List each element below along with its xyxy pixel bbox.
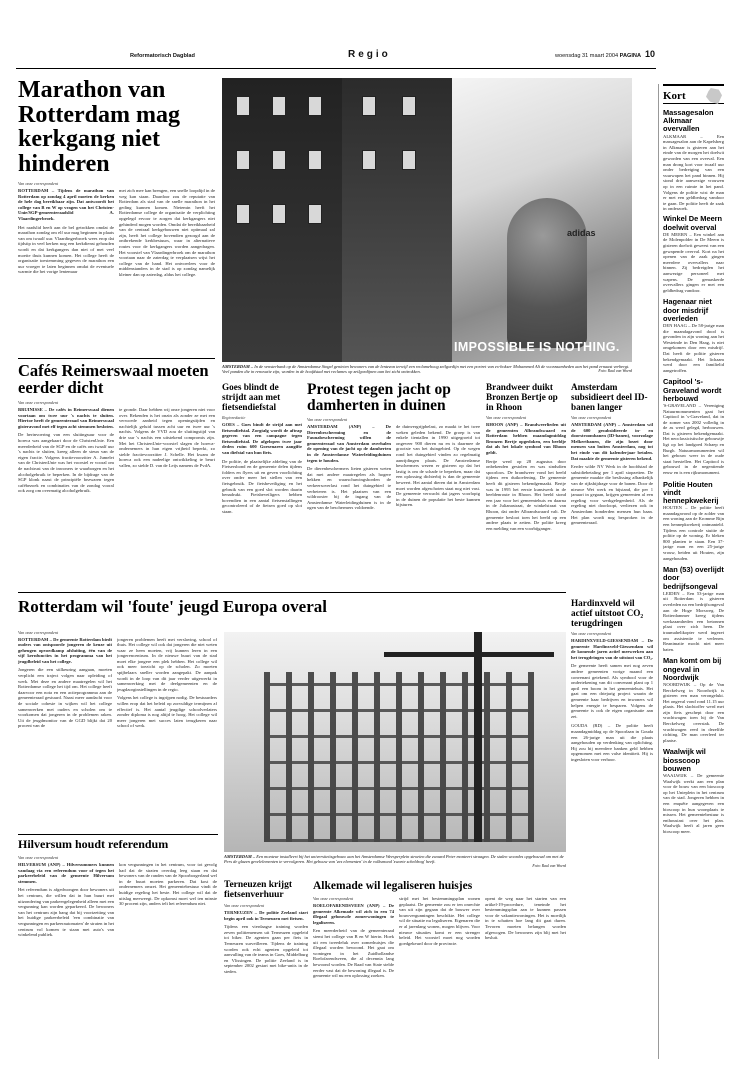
paper-name: Reformatorisch Dagblad — [130, 53, 195, 59]
alkemade-article — [313, 880, 566, 979]
kort-item-headline: Man komt om bij ongeval in Noordwijk — [663, 656, 722, 682]
alkemade-body-2: strijd met het bestemmingsplan wonen geplaatst. De gemeente zou er ten onrechte van uit zijn gegaan dat de bouwer over bouwvergunningen beschikte. Het college wil de situatie nu legaliseren. Eigenaren die er al jarenlang wonen, mogen blijven. Voor nieuwe situaties komt er een strenger beleid. Het voorstel moet nog worden goedgekeurd door de provincie. — [399, 896, 480, 946]
masthead — [130, 44, 655, 66]
header-date: woensdag 31 maart 2004 PAGINA — [554, 53, 641, 59]
protest-headline: Protest tegen jacht op damherten in duinen — [307, 381, 451, 414]
mid-divider — [18, 592, 566, 593]
protest-credit: Van onze correspondent — [307, 417, 348, 422]
protest-body-2: de duinvergrijpbelast, zo maakt te het twee weken geleden bekend. De groep is van enkele tientallen in 1990 uitgegroeid tot ongeveer 900 dieren nu en is daarmee de grootste van het duingebied. Op de wegen rond het duingebied vinden zo regelmatig aanrijdingen plaats. De Amsterdamse beschermers wezen er gisteren op dat het lastig is om de schade te beperken, maar dat een oplossing dichterbij is dan de gemeente beweert. Het aantal dieren dat in Amsterdam moet worden afgeschoten staat nog niet vast. De gemeente verwacht dat jagers voorlopig in de duinen de populatie het beste kunnen bijsturen. — [396, 424, 480, 508]
hardinxveld-intro: HARDINXVELD-GIESSENDAM – De gemeente Hardinxveld-Giessendam wil de komende jaren actief meewerken aan het terugdringen van de uitstoot van CO₂. — [571, 638, 653, 660]
terneuzen-headline: Terneuzen krijgt fietsenverhuur — [224, 880, 292, 900]
amsterdam-credit: Van onze correspondent — [571, 415, 612, 420]
steel-frame — [264, 672, 534, 842]
amsterdam-headline: Amsterdam subsidieert deel ID-banen langer — [571, 382, 648, 412]
crane-arm — [384, 652, 554, 657]
building-center — [342, 78, 452, 362]
hardinxveld-article — [571, 598, 653, 762]
boxer-figure — [507, 198, 587, 348]
kort-list — [663, 109, 724, 835]
kort-item-text: DEN HAAG – De 58-jarige man die maandagavond dood is gevonden in zijn woning aan het Westeinde in Den Haag, is niet omgekomen door een misdrijf. Dat heeft de politie gisteren bekendgemaakt. Het lichaam werd door een familielid aangetroffen. — [663, 322, 724, 373]
lead-headline: Marathon van Rotterdam mag kerkgang niet hinderen — [18, 77, 180, 177]
alkemade-body-1: Een meerderheid van de gemeenteraad stemt het college van B en W hierin. Hoek uit een tweedeluk over zomerhuisjes die illegaal worden bewoond. Het gaat om woningen in het Zuidhollandse Roelofarendsveen, die al decennia lang bewoond worden. De Raad van State stelde eerder vast dat de bewoning illegaal is. De gemeente wil nu een oplossing zoeken. — [313, 928, 394, 979]
terneuzen-article — [224, 880, 308, 975]
second-photo-caption: AMSTERDAM – Een monteur installeert bij het universiteitsgebouw aan het Amsterdamse Weesperplein stroeien die zwaard Peter monteert straagen. De stalen woordes opgebouwd om met de Pers de glazen gevelelementen te vervolgeren. Het gebouw van 'zes elementen' in de volksmond 'zwarte scheldrag' heeft. Foto: Raul van Woerd — [224, 854, 566, 869]
jeugd-body-3: Volgens het college is ingrijpen nodig. De bestuurders willen erop dat het beleid op zorvuldige termijnen af effectief is. Het aantal jeugdige schoolverlaters zonder diploma is nog altijd te hoog. Het college wil meer jongeren met succes laten terugkeren naar school of werk. — [117, 695, 217, 729]
cafes-body-2: te gronde. Daar hebben wij onze jongeren niet voor over. Rekenden is het onzin als zonder ze met een verwoede aanbeid tegen openingstijden en nachtelijk geluid tussen acht uur en twee uur 's nachts. Volgens de VVD zou de sluitingstijd van drie uur 's nachts een uitstekend compromis zijn. Met het ChristenUnie-voorstel slagen de horeca-ondernemers in hun eigen vrijheid beperkt, zo stelde fractievoorzitter J. Schelle. Het kwam de horeca ook een nadeelige ontwikkeling te beurt vallen, zo stelde D. van de Leijs namens de PvdA. — [119, 407, 215, 468]
goes-article — [222, 382, 302, 515]
jeugd-intro: ROTTERDAM – De gemeente Rotterdam biedt ouders van ontspoorde jongeren de keuze uit geheugen opvoedkamp afsluiting, één van de vijf kernfuncties in het programma van het jeugdbeleid van het college. — [18, 636, 112, 664]
hilversum-body-2: kon vergunningen in het centrum, voor tot gevolg had dat de straten overdag leeg staan en dat bewoners van de randen van de Spoorborgerland wel in de buurt moeten parkeren. Dat kost de ondernemers omzet. Het gemeentebestuur vindt de huidige regeling het beste. Het college wil dat de uitslag meeweegt. De opkomst moet wel ten minste 30 procent zijn, anders telt het referendum niet. — [119, 862, 217, 907]
hilversum-headline: Hilversum houdt referendum — [18, 837, 169, 851]
kort-item-headline: Winkel De Meern doelwit overval — [663, 214, 723, 232]
jeugd-body-2: jongeren problemen heeft met verslaving, school of thuis. Het college wil ook dat jongeren die niet weten waar ze heen moeten, vrij kunnen leren in een jongerencentrum. In de nieuwe buurt van de stad moet elke jongere een plek hebben. Het college wil ook meer toezicht op de scholen. Zo moeten spijbelaars sneller worden aangepakt. De aanpak wordt in de loop van dit jaar verder uitgewerkt in samenwerking met de deelgemeenten en de jeugdzorginstellingen in de regio. — [117, 636, 217, 692]
main-photo — [222, 78, 632, 362]
hardinxveld-credit: Van onze correspondent — [571, 631, 612, 636]
goes-headline: Goes blindt de strijdt aan met fietsendiefstal — [222, 382, 281, 412]
hardinxveld-body: De gemeente heeft samen met nog zeven andere gemeenten vorige maand een convenant getekend. Als symbool voor de ondertekening van dit convenant plant op 1 april een boom in het gemeentehuis. Het gaat om een driejarig project waarin de gemeente haar bedrijven en inwoners wil helpen energie te besparen. Volgens de gemeente is ook de eigen organisatie aan zet. — [571, 663, 653, 719]
jeugd-body-1: Jongeren die een stilkeuring aangaan, moeten verplicht een traject volgen naar opleiding of werk. Met deze en andere maatregelen wil het Rotterdamse college het tijd om. Het college heeft daarvoor een nota en een actieprogramma aan de gemeenteraad gestuurd. Naast meer aandacht voor de sociale cohesie in wijken wil het college samenwerken met ouders en scholen om te voorkomen dat jongeren in de problemen raken. Uit de jeugdmonitor van de GGD blijkt dat 20 procent van de — [18, 667, 112, 729]
kort-item-headline: Politie Houten vindt hennepkwekerij — [663, 479, 719, 506]
lead-credit: Van onze correspondent — [18, 181, 59, 186]
kort-item-headline: Waalwijk wil biosscoop bouwen — [663, 747, 706, 773]
kort-item-text: ALKMAAR – Een massagesalon aan de Kapelsberg in Alkmaar is gisteren aan het einde van de morgen het doelwit geworden van een overval. Een man drong kort voor twaalf uur onder bedreiging van een vuurwapen het pand binnen. Hij stond drie aanwezige vrouwen op in een ruimte in het pand. Volgens de politie wist de man er met een geldbedrag vandoor te gaan. De politie heeft de zaak in onderzoek. — [663, 133, 724, 211]
protest-article — [307, 382, 481, 511]
alkemade-headline: Alkemade wil legaliseren huisjes — [313, 880, 473, 892]
second-photo — [224, 632, 566, 852]
kort-item-text: WAALWIJK – De gemeente Waalwijk werkt aan een plan voor de bouw van een bioscoop op het Unieplein in het centrum van de stad. Jongeren hebben in een enquête aangegeven een bioscoop in hun woonplaats te missen. Het gemeentebestuur is enthousiast over het plan. Waalwijk heeft al jaren geen bioscoop meer. — [663, 773, 724, 834]
kort-item-headline: Hagenaar niet door misdrijf overleden — [663, 297, 712, 323]
kort-item-text: NOORDWIJK – Op de Van Berckelweg in Noordwijk is gisteren een man verongelukt. Het ongeval vond rond 11.15 uur plaats. Het slachtoffer werd met zijn fiets geschept door een vrachtwagen toen hij de Van Berckelweg overstak. De vrachtwagen reed in dezelfde richting. De man overleed ter plaatse. — [663, 681, 724, 743]
page-number: 10 — [644, 49, 655, 59]
cafes-article — [18, 362, 215, 494]
kort-item-text: DE MEERN – Een winkel aan de Molenpolder in De Meern is gisteren doelwit geweest van een gewapende overval. Kort na het openen van de zaak gingen meerdere overvallers naar binnen. Zij bedreigden het aanwezige personeel met wapens. De gemaskerde overvallers gingen er met een geldbedrag vandoor. — [663, 231, 724, 293]
hilversum-body-1: Het referendum is afgedwongen door bewoners uit het centrum, die willen dat in hun buurt met uitzondering van parkeergelegenheid alleen met een vergunning kan worden geparkeerd. De bewoners van het centrum zijn bang dat bij voortzetting van het huidige parkeerbeleid 'een combinatie van vergunningen en parkeerautomaten' de straten in het centrum vol komen te staan met auto's van winkelend publiek. — [18, 887, 114, 938]
protest-body-1: De dierenbeschermers lieten gisteren weten dat met andere maatregelen als hogere hekken en waarschuwingsborden de verkeersoverlast rond het duingebied te verbeteren is. Het plaatsen van een wildrooster bij de ingang van de Amsterdamse Waterleidingduinen is in de ogen van de beschermers voldoende. — [307, 466, 391, 511]
goes-body: De politie, de plaatselijke afdeling van de Fietsersbond en de gemeente delen tijdens folders en flyers uit en geven voorlichting over onder meer het stellen van een fietsgebruik. De fietsbeveiliging en het gebruik van een goed slot worden daarin benadrukt. Fietsbeveiligers hebben bovendien in een aantal fietsenstallingen gecontroleerd of de fietsen goed op slot staan. — [222, 458, 302, 514]
hilversum-intro: HILVERSUM (ANP) – Hilversummers kunnen vandaag via een referendum voor of tegen het parkeerbeleid van de gemeente Hilversum stemmen. — [18, 862, 114, 884]
alkemade-body-3: opent de weg naar het starten van een artikel-19-procedure, teneinde het bestemmingsplan aan te kunnen passen voor de vakantiewoningen. Het is moeilijk in te schatten hoe lang dit gaat duren. Tevoren moeten belangen worden afgewogen. De bewoners zijn blij met het besluit. — [485, 896, 566, 941]
hilversum-rule — [18, 834, 218, 835]
hilversum-article — [18, 838, 218, 938]
jeugd-article — [18, 598, 327, 729]
terneuzen-intro: TERNEUZEN – De politie Zeeland start begin april ook in Terneuzen met fietsen. — [224, 910, 308, 921]
header-rule — [16, 68, 656, 69]
hilversum-credit: Van onze correspondent — [18, 855, 59, 860]
kort-item-headline: Capitool 's-Graveland wordt herbouwd — [663, 377, 722, 403]
amsterdam-article — [571, 382, 653, 526]
main-photo-caption: AMSTERDAM – In de vensterbank op de Amsterdamse Singel genieten bewoners van de lentezon terwijl een reclamehoog zeilgordijn met een portret van ex-bokser Mohammed Ali de voorzaamheden aan het pand ernaast verbergt. Veel panden die in renovatie zijn, worden in de hoofdstad met reclames op zeilgordijnen aan het zicht onttrokken. Foto: Raul van Woerd — [222, 364, 632, 375]
amsterdam-body: Eerder wilde NV Werk in de hoofdstad de subsidiebetaling per 1 april stopzetten. De gemeente maakte die beslissing afhankelijk van de rijksbijdrage voor de banen. Door de nieuwe Wet werk en bijstand, die per 1 januari in gegaan, krijgen gemeenten al een regeling voor werkgelegenheid. Als de regeling niet doorloopt, verliezen ook in Amsterdam honderden mensen hun baan. Het plan wordt nog besproken in de gemeenteraad. — [571, 464, 653, 526]
brandweer-headline: Brandweer duikt Bronzen Bertje op in Rhoon — [486, 382, 558, 412]
kort-item-text: 'S-GRAVELAND – Vereniging Natuurmonumenten gaat het Capitool in 's-Graveland, dat in de zomer van 2002 volledig in de as werd gelegd, herbouwen. Dat is gisteren bekendgemaakt. Het neoclassicistische gebouwtje ligt op het landgoed Schaep en Burgh. Natuurmonumenten wil het gebouw weer in de oude staat herstellen. Het Capitool is gebouwd in de negentiende eeuw en is een rijksmonument. — [663, 402, 724, 476]
brandweer-intro: RHOON (ANP) – Brandweerlieden uit de gemeenten Albrandswaard en Rotterdam hebben maandagmiddag Bronzen Bertje opgedoken, een beeldje dat als het lokale symbool van Rhoon geldt. — [486, 422, 566, 455]
lead-body-2: met zich mee kan brengen, een snelle loopdijd in de weg kan staan. Daardoor zou de reputatie van Rotterdam als stad van de snelle marathon in het geding kunnen komen. Nietemin heeft het Rotterdamse college de organisatie de verplichting opgelegd ervoor te zorgen dat kerkgangers niet gehinderd mogen worden. Omdat de bereikbaarheid van de centraal kerkgebouwen niet optimaal zal zijn, heeft het college bovendien gezorgd aan de ontbrekende kerkbestuurs, waar in alternatieve routes voor de kerkgangers worden aangedragen. Het voorstel van Vlaardingerbroek om de marathon voortaan naar de zaterdag te verplaatsen wijst het college van de hand. Het ontvoerlees voor de middenstanders in de stad is op zondag namelijk kleiner dan op zaterdag, aldus het college. — [119, 188, 215, 277]
alkemade-intro: ROELOFARENDSVEEN (ANP) – De gemeente Alkemade wil zich in een 74 illegaal gebouwde zomerwoningen te legaliseren. — [313, 903, 394, 925]
cafes-intro: BRUINISSE – De cafés in Reimerswaal dienen voortaan om twee uur 's nachts te sluiten. Hiertoe heeft de gemeenteraad van Reimerswaal gisteravond met elf tegen acht stemmen besloten. — [18, 407, 114, 429]
terneuzen-body: Tijdens een vierdaagse training worden zeven politiemensen uit Terneuzen opgeleid tot biker. De agenten gaan per fiets in Terneuzen surveilleren. Tijdens de training worden ook echt agenten opgeleid tot aanvulling van de teams in Goes, Middelburg en Vlissingen. De politie Zeeland is in september 2002 gestart met bike-units in de steden. — [224, 924, 308, 974]
kort-item-text: HOUTEN – De politie heeft maandagavond op de zolder van een woning aan de Kromme Rijn een hennepkwekerij ontmanteld. Tijdens een controle stuitte de politie op de woning. Er bleken 800 planten te staan. Een 37-jarige man en een 25-jarige vrouw, beiden uit Houten, zijn aangehouden. — [663, 505, 724, 561]
gouda-brief: GOUDA (RD) – De politie heeft maandagmiddag op de Spoorlaan in Gouda een 26-jarige man uit die plaats aangehouden op verdenking van oplichting. Hij zou bij meerdere banken geld hebben opgenomen met een valse identiteit. Hij is ingesloten voor verhoor. — [571, 723, 653, 762]
terneuzen-credit: Van onze correspondent — [224, 903, 265, 908]
section-title: Regio — [348, 49, 391, 60]
brandweer-body: Bertje werd op 28 augustus door onbekenden gestolen en was sindsdien spoorloos. De brandweer vond het beeld tijdens een duikoefening. De gemeente heeft dit gisteren bekendgemaakt. Bertje was in 1995 het eerste kunstwerk in de beeldenroute in Rhoon. Het beeld stond een jaar voor het gemeentehuis en daarna in de Julianastraat, de winkelstraat van Rhoon, dat onder Albrandswaard valt. De gemeente besloot toen het beeld op een andere plaats te zetten. De politie kreeg een melding van een voorbijganger. — [486, 458, 566, 531]
kort-item-text: LEIDEN – Een 53-jarige man uit Rotterdam is gisteren overleden na een bedrijfsongeval aan de Hoge Morsweg. De Rotterdammer kreeg tijdens werkzaamheden een betonnen plaat over zich heen. De traumahelikopter werd ingezet om assistentie te verlenen. Reanimatie mocht niet meer baten. — [663, 590, 724, 652]
amsterdam-intro: AMSTERDAM (ANP) – Amsterdam wil de 600 gesubsidieerde in- en doorstroombanen (ID-banen), voorzolage Melkertbanen, die zijn bezet door mensen van buiten Amsterdam, nog tot het einde van dit kalenderjaar betalen. Dat maakte de gemeente gisteren bekend. — [571, 422, 653, 461]
hardinxveld-headline: Hardinxveld wil actief uitstoot CO₂ terugdringen — [571, 598, 644, 628]
kort-item-headline: Massagesalon Alkmaar overvallen — [663, 108, 714, 134]
lead-article — [18, 78, 215, 278]
kort-sidebar — [658, 84, 724, 1059]
adidas-logo: adidas — [567, 228, 596, 238]
banner-slogan: IMPOSSIBLE IS NOTHING. — [454, 340, 620, 354]
cafes-credit: Van onze correspondent — [18, 400, 59, 405]
cafes-body-1: De herinvoering van een sluitingsuur voor de horeca was aangekaart door de ChristenUnie. Een meerderheid van de SGP en de cafés om twaalf uur 's nachts te sluiten, kreeg alleen de steun van de eigen fractie. Volgens fractievoorzitter A. Jumelet van de ChristenUnie was het voorstel er vooral om de nachtrust van de inwoners te waarborgen en het alcoholgebruik te beperken. In de bijdrage van de SGP klonk naast de principiële bezwaren tegen cafébezoek en combinaties van de zondag vooral ook zorg om overmatig alcoholgebruik. — [18, 432, 114, 494]
alkemade-credit: Van onze correspondent — [313, 896, 354, 901]
goes-credit: Regioredactie — [222, 415, 246, 420]
lead-intro: ROTTERDAM – Tijdens de marathon van Rotterdam op zondag 4 april moeten de kerken de hele dag bereikbaar zijn. Dat antwoordt het college van B en W op vragen van het Christen-Unie/SGP-gemeenteraadslid A. Vlaardingerbroek. — [18, 188, 114, 221]
netherlands-map-icon — [706, 88, 722, 104]
goes-intro: GOES – Goes bindt de strijd aan met fietsendiefstal. Zorgtalg wordt de aftrap gegeven van een campagne tegen fietsendiefstal. De afgelopen twee jaar deden ruim 600 Goesenaren aangifte van diefstal van hun fiets. — [222, 422, 302, 455]
kort-title-bar — [663, 84, 724, 104]
lead-body-1: Het raadslid heeft aan de bel getrokken omdat de marathon zondag om elf uur mag beginnen in plaats van om twaalf uur. Vlaardingerbroek wees erop dat tijdstip in veel kerken nog een kerkdienst gehouden wordt en dat kerkgangers dan niet of met veel moeite thuis kunnen komen. Het college heeft de organisatie toestemming gegeven de marathon een uur vroeger te laten beginnen omdat de eventuele warmte die het vorige lentemaar — [18, 224, 114, 275]
kort-item-headline: Man (53) overlijdt door bedrijfsongeval — [663, 565, 724, 591]
lead-divider — [18, 358, 215, 359]
jeugd-credit: Van onze correspondent — [18, 629, 59, 635]
kort-title: Kort — [663, 90, 686, 102]
brandweer-article — [486, 382, 566, 531]
jeugd-headline: Rotterdam wil 'foute' jeugd Europa overal — [18, 598, 327, 616]
brandweer-credit: Van onze correspondent — [486, 415, 527, 420]
tower-crane — [474, 632, 482, 842]
protest-intro: AMSTERDAM (ANP) – De Dierenbescherming en de Faunabescherming willen de gemeenteraad van Amsterdam overhalen de opening van de jacht op de damherten in de Amsterdamse Waterleidingduinen tegen te houden. — [307, 424, 391, 463]
cafes-headline: Cafés Reimerswaal moeten eerder dicht — [18, 361, 209, 397]
